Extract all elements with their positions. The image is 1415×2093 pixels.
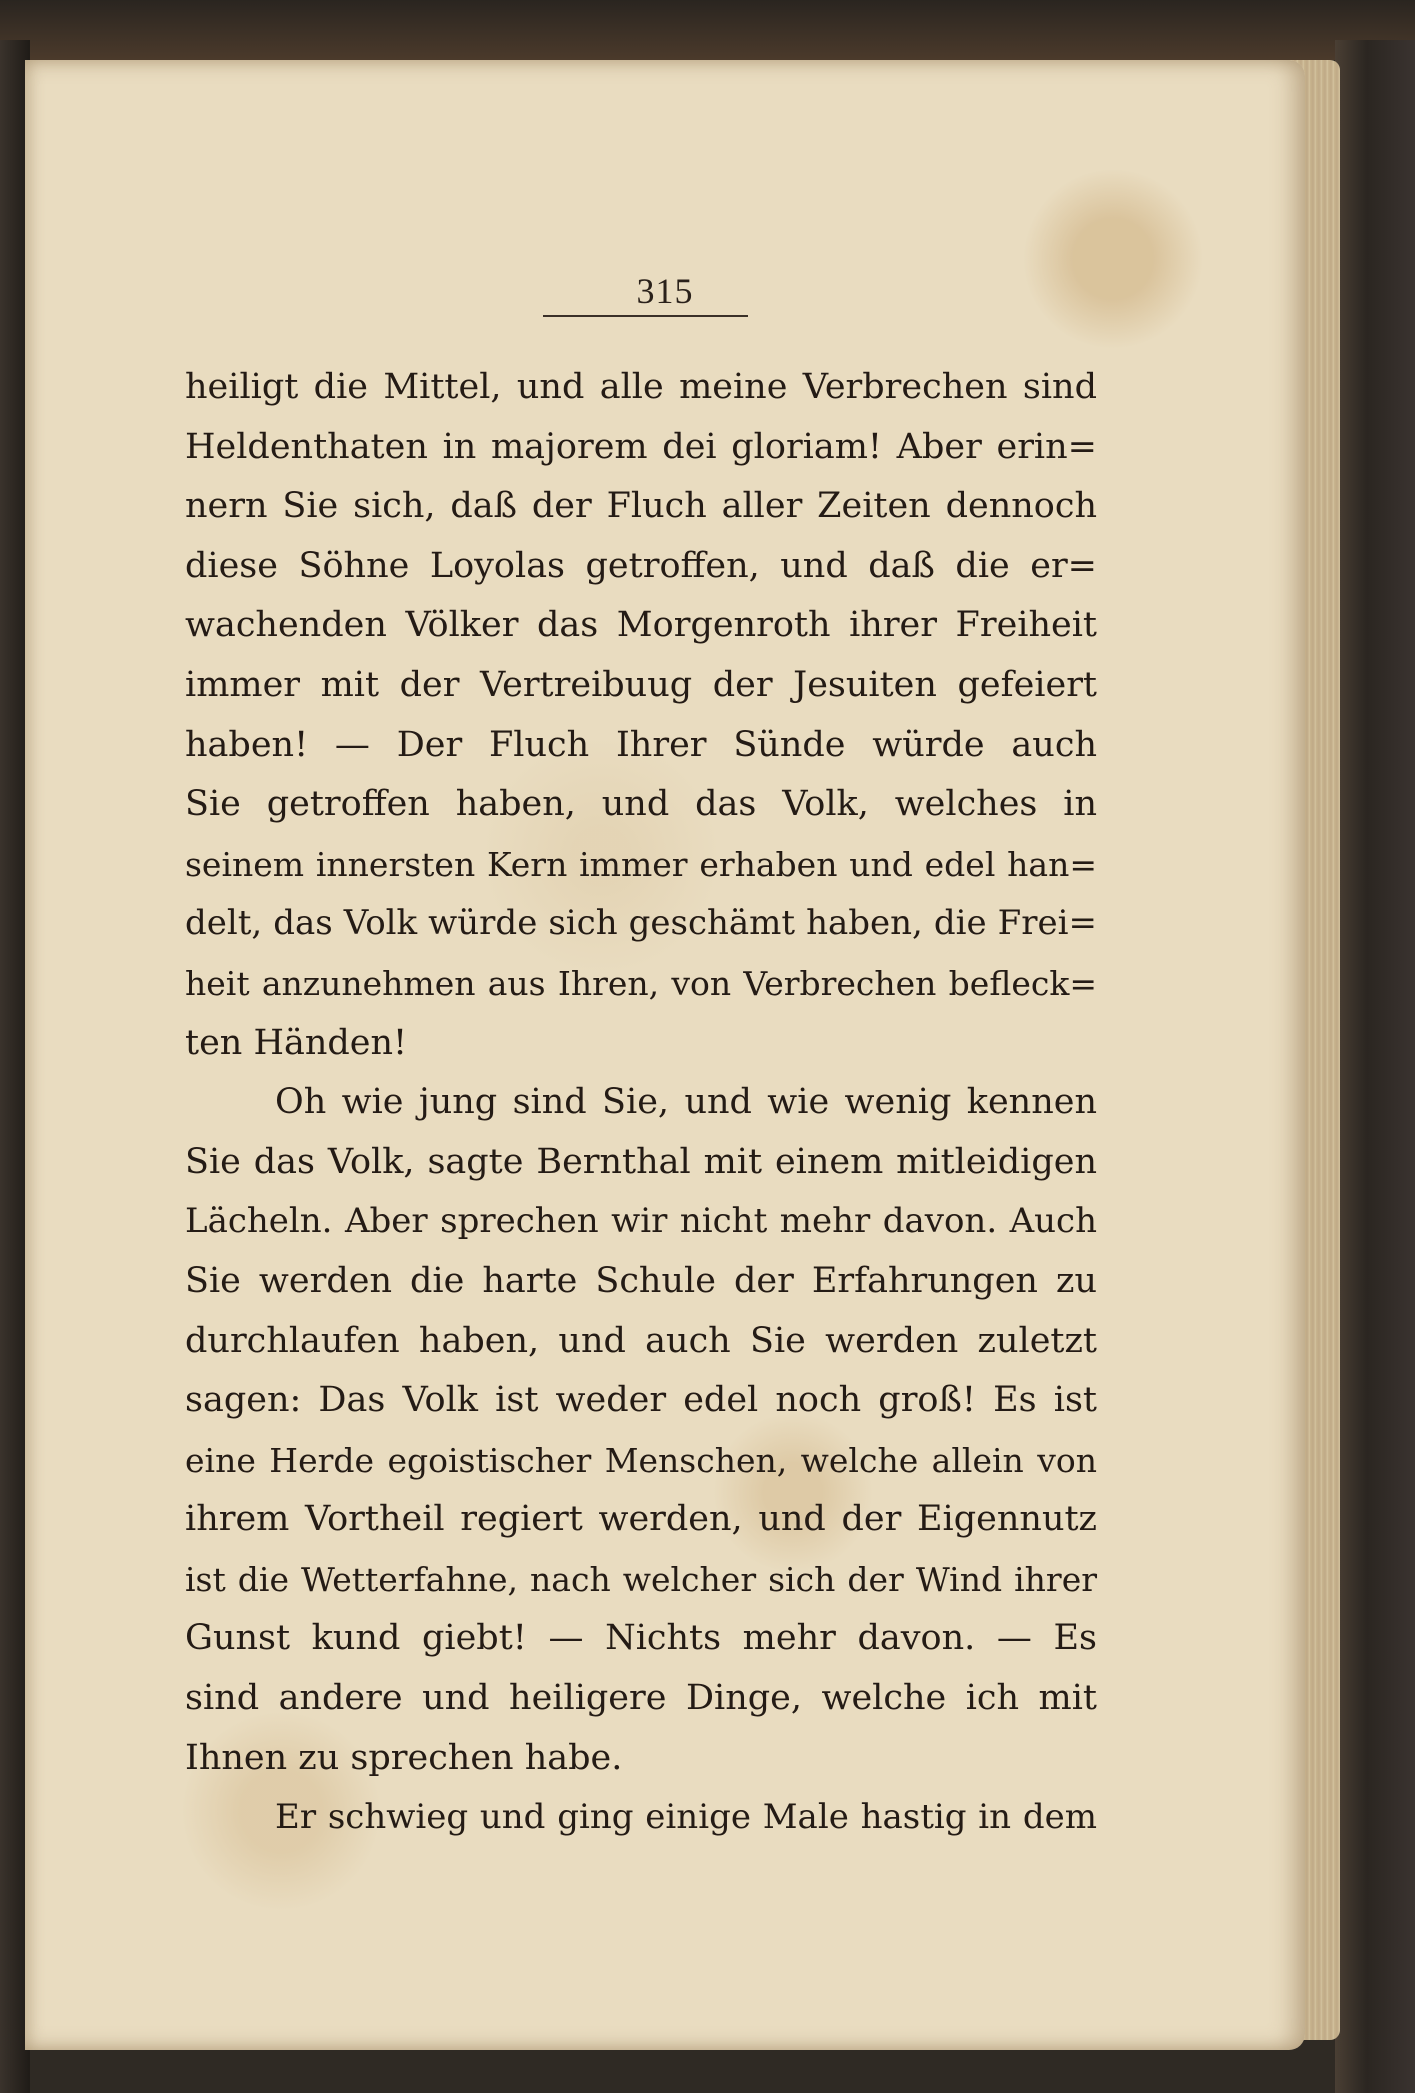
book-cover-right [1335,40,1415,2093]
text-line: Sie getroffen haben, und das Volk, welches in [185,784,1097,825]
text-line: Gunst kund giebt! — Nichts mehr davon. — Es [185,1618,1097,1659]
text-line: Ihnen zu sprechen habe. [185,1737,623,1778]
text-line: Heldenthaten in majorem dei gloriam! Aber erin= [185,426,1097,467]
text-line: nern Sie sich, daß der Fluch aller Zeiten dennoch [185,486,1097,527]
text-line: diese Söhne Loyolas getroffen, und daß die er= [185,545,1097,586]
text-line: Oh wie jung sind Sie, und wie wenig kennen [275,1082,1097,1123]
body-text [185,358,1097,1848]
text-line: eine Herde egoistischer Menschen, welche allein von [185,1440,1097,1480]
text-line: Sie das Volk, sagte Bernthal mit einem mitleidigen [185,1141,1097,1182]
text-line: haben! — Der Fluch Ihrer Sünde würde auch [185,724,1097,765]
text-line: sagen: Das Volk ist weder edel noch groß! Es ist [185,1380,1097,1421]
book-cover-top [0,0,1415,60]
text-line: durchlaufen haben, und auch Sie werden zuletzt [185,1320,1097,1361]
text-line: ihrem Vortheil regiert werden, und der Eigennutz [185,1499,1097,1540]
text-line: sind andere und heiligere Dinge, welche ich mit [185,1678,1097,1719]
page-number: 315 [636,271,694,311]
text-line: Lächeln. Aber sprechen wir nicht mehr davon. Auch [185,1201,1097,1242]
text-line: Sie werden die harte Schule der Erfahrungen zu [185,1260,1097,1301]
text-line: Er schwieg und ging einige Male hastig in dem [275,1797,1097,1838]
text-line: heit anzunehmen aus Ihren, von Verbrechen befleck= [185,963,1097,1003]
book-page [25,60,1305,2050]
text-line: wachenden Völker das Morgenroth ihrer Freiheit [185,605,1097,646]
text-line: ist die Wetterfahne, nach welcher sich der Wind ihrer [185,1559,1097,1599]
text-line: heiligt die Mittel, und alle meine Verbrechen sind [185,367,1097,407]
text-line: delt, das Volk würde sich geschämt haben, die Frei= [185,903,1097,944]
text-line: ten Händen! [185,1022,408,1063]
text-line: immer mit der Vertreibuug der Jesuiten gefeiert [185,664,1097,705]
page-number-rule [543,315,748,317]
text-line: seinem innersten Kern immer erhaben und edel han= [185,844,1097,884]
